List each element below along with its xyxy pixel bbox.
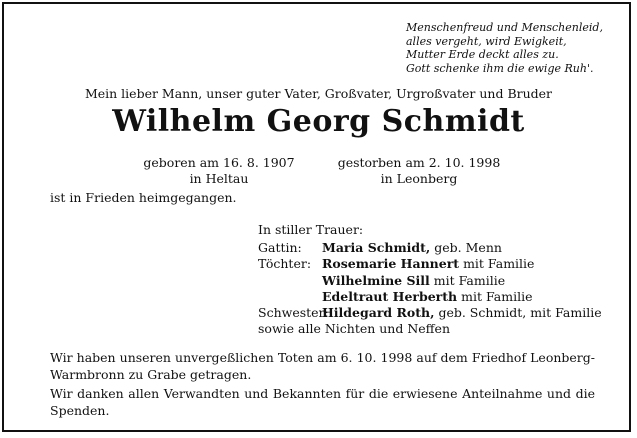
poem-line: Mutter Erde deckt alles zu. xyxy=(406,48,559,61)
family-member-suffix: geb. Schmidt, mit Familie xyxy=(434,305,602,321)
family-row xyxy=(258,273,602,289)
family-row xyxy=(258,240,602,256)
mourning-label: In stiller Trauer: xyxy=(258,222,364,237)
birth-date: geboren am 16. 8. 1907 xyxy=(143,155,295,170)
death-info xyxy=(324,155,514,187)
obituary-notice xyxy=(2,2,631,432)
poem-line: alles vergeht, wird Ewigkeit, xyxy=(406,34,567,48)
family-note: sowie alle Nichten und Neffen xyxy=(258,321,450,337)
poem-verse xyxy=(406,21,603,75)
family-member-suffix: mit Familie xyxy=(459,256,535,272)
family-member-name: Rosemarie Hannert xyxy=(322,256,460,272)
peace-text: ist in Frieden heimgegangen. xyxy=(50,190,237,205)
family-member-suffix: mit Familie xyxy=(457,288,533,304)
family-member-name: Maria Schmidt, xyxy=(322,240,431,255)
family-relation: Schwester: xyxy=(258,305,329,321)
family-member-name: Wilhelmine Sill xyxy=(322,272,430,288)
family-member-name: Hildegard Roth, xyxy=(322,305,435,321)
intro-line: Mein lieber Mann, unser guter Vater, Großvater, Urgroßvater und Bruder xyxy=(84,86,553,101)
family-member-name: Edeltraut Herberth xyxy=(322,288,458,304)
death-date: gestorben am 2. 10. 1998 xyxy=(337,155,501,170)
deceased-name: Wilhelm Georg Schmidt xyxy=(112,104,525,139)
family-row xyxy=(258,289,602,305)
funeral-text: Wir haben unseren unvergeßlichen Toten am 6. 10. 1998 auf dem Friedhof Leonberg-Warmbronn zu Grabe getragen. xyxy=(50,350,595,382)
family-row xyxy=(258,305,602,321)
family-member-suffix: geb. Menn xyxy=(430,240,502,255)
thanks-text: Wir danken allen Verwandten und Bekannten für die erwiesene Anteilnahme und die Spenden. xyxy=(50,386,595,418)
family-relation: Töchter: xyxy=(258,256,312,272)
birth-info xyxy=(124,155,314,187)
poem-line: Gott schenke ihm die ewige Ruh'. xyxy=(406,61,594,75)
family-member-suffix: mit Familie xyxy=(429,272,506,288)
poem-line: Menschenfreud und Menschenleid, xyxy=(406,21,603,34)
family-row xyxy=(258,256,602,272)
death-place: in Leonberg xyxy=(380,171,458,186)
family-relation: Gattin: xyxy=(258,240,302,255)
birth-place: in Heltau xyxy=(189,171,249,186)
closing-text xyxy=(50,350,595,422)
family-list xyxy=(258,240,602,338)
